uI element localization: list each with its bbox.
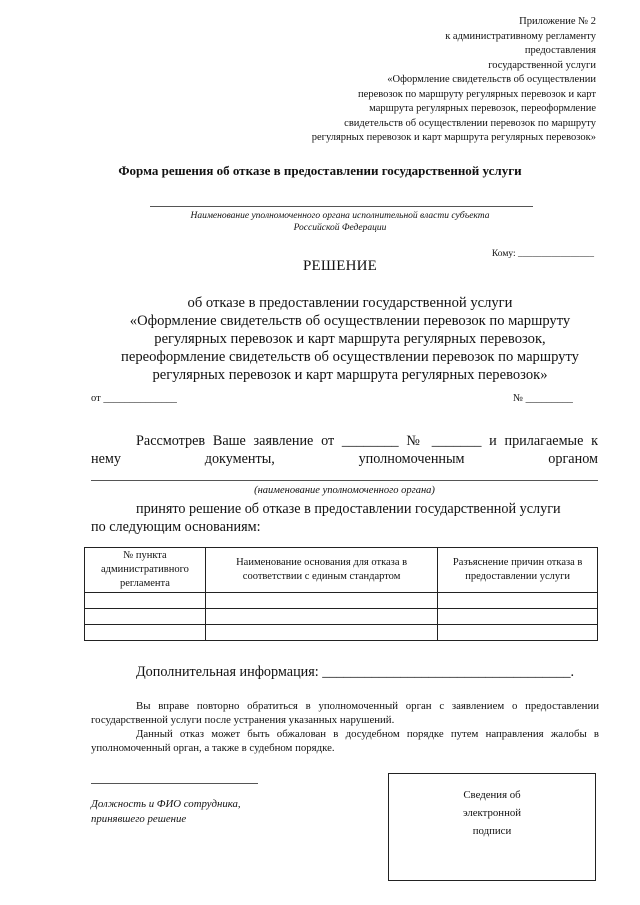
table-cell (85, 609, 206, 625)
authority-fill-line (91, 480, 598, 481)
appendix-line: государственной услуги (488, 59, 596, 71)
table-cell (438, 593, 598, 609)
appendix-line: к административному регламенту (445, 30, 596, 42)
body-line-4: по следующим основаниям: (91, 519, 261, 535)
notice-paragraph-2: Данный отказ может быть обжалован в досудебном порядке путем направления жалобы в уполномоченный орган, а также в судебном порядке. (91, 728, 599, 754)
table-row (85, 625, 598, 641)
esig-line: подписи (472, 825, 512, 837)
table-cell (205, 625, 437, 641)
table-cell (85, 625, 206, 641)
decision-heading: РЕШЕНИЕ (302, 258, 378, 274)
electronic-signature-box (388, 773, 596, 881)
header-clause-number: № пункта административного регламента (85, 548, 206, 593)
header-refusal-explanation: Разъяснение причин отказа в предоставлении услуги (438, 548, 598, 593)
decision-subject-line: «Оформление свидетельств об осуществлении перевозок по маршруту (129, 313, 571, 329)
signature-caption-line: Должность и ФИО сотрудника, (91, 798, 241, 810)
signature-caption (91, 797, 241, 827)
decision-subject-line: регулярных перевозок и карт маршрута регулярных перевозок, (154, 331, 546, 347)
header-refusal-reason: Наименование основания для отказа в соответствии с единым стандартом (205, 548, 437, 593)
notice-paragraph-1: Вы вправе повторно обратиться в уполномоченный орган с заявлением о предоставлении государственной услуги после устранения указанных нарушений. (91, 700, 599, 726)
number-label: № _________ (513, 393, 573, 404)
authority-caption (110, 210, 570, 234)
appendix-line: «Оформление свидетельств об осуществлении (387, 74, 596, 85)
table-cell (205, 593, 437, 609)
additional-info: Дополнительная информация: ___________________________________. (136, 664, 575, 680)
decision-subject-line: регулярных перевозок и карт маршрута регулярных перевозок» (152, 367, 548, 383)
decision-subject-line: об отказе в предоставлении государственной услуги (187, 295, 513, 311)
table-cell (438, 625, 598, 641)
authority-caption-line: Наименование уполномоченного органа исполнительной власти субъекта (190, 211, 490, 221)
table-cell (438, 609, 598, 625)
esig-line: Сведения об (463, 789, 521, 801)
body-line-2: нему документы, уполномоченным органом (91, 451, 598, 467)
table-cell (85, 593, 206, 609)
appendix-line: перевозок по маршруту регулярных перевозок и карт (358, 88, 596, 100)
signature-caption-line: принявшего решение (91, 813, 187, 825)
appendix-line: маршрута регулярных перевозок, переоформление (369, 103, 596, 114)
reasons-table (84, 547, 598, 641)
appendix-line: свидетельств об осуществлении перевозок по маршруту (344, 117, 596, 129)
table-header-row (85, 548, 598, 593)
authority-caption-line: Российской Федерации (293, 223, 387, 233)
signature-line (91, 783, 258, 784)
appendix-line: регулярных перевозок и карт маршрута регулярных перевозок» (311, 132, 596, 143)
appendix-block (266, 15, 596, 146)
body-line-3: принято решение об отказе в предоставлении государственной услуги (136, 501, 561, 517)
recipient-label: Кому: ________________ (491, 249, 594, 259)
appendix-line: Приложение № 2 (519, 16, 596, 27)
esig-line: электронной (462, 807, 522, 819)
table-row (85, 593, 598, 609)
table-cell (205, 609, 437, 625)
body-line-1: Рассмотрев Ваше заявление от ________ № _______ и прилагаемые к (136, 433, 598, 449)
table-row (85, 609, 598, 625)
authority-name-line (150, 206, 533, 207)
authority-hint: (наименование уполномоченного органа) (254, 485, 435, 496)
decision-subject-line: переоформление свидетельств об осуществлении перевозок по маршруту (121, 349, 579, 365)
date-label: от ______________ (91, 393, 177, 404)
decision-subject (80, 294, 620, 384)
form-title: Форма решения об отказе в предоставлении государственной услуги (118, 163, 522, 178)
appendix-line: предоставления (524, 45, 596, 56)
